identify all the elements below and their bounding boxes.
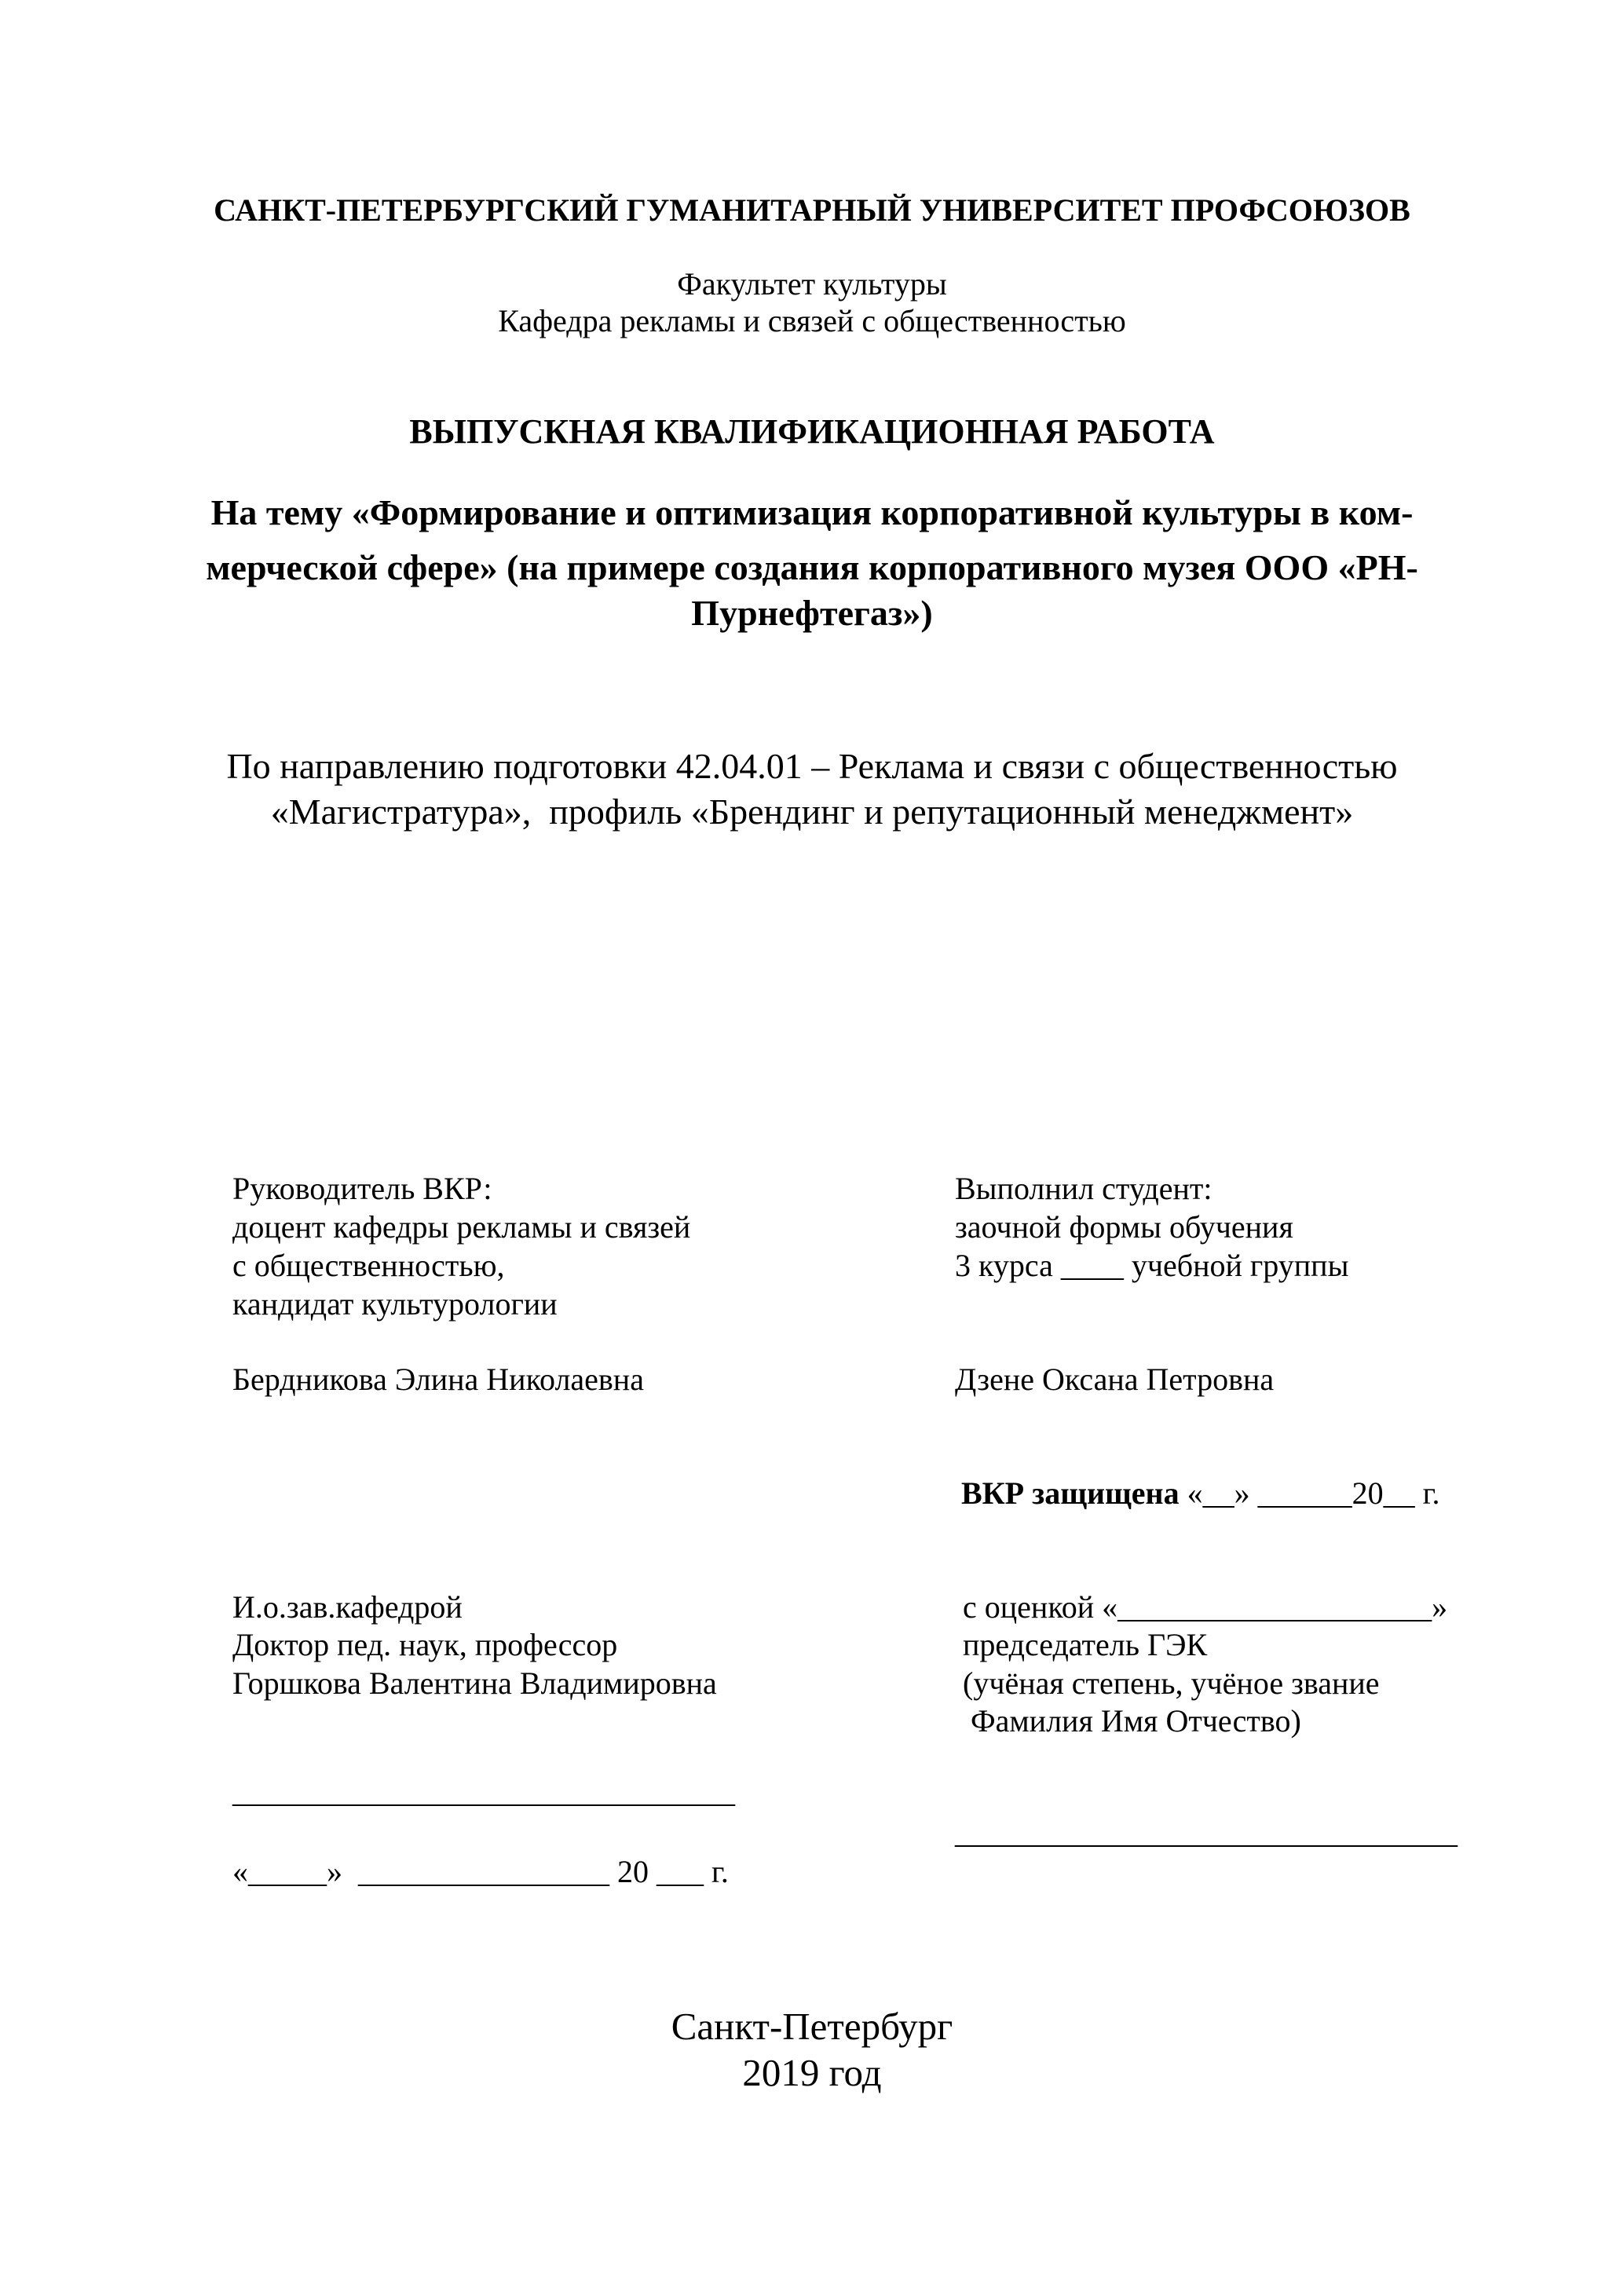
head-of-department-name: Горшкова Валентина Владимировна — [232, 1665, 717, 1701]
student-label: Выполнил студент: — [955, 1171, 1213, 1206]
supervisor-label: Руководитель ВКР: — [232, 1171, 492, 1206]
head-of-department-title: И.о.зав.кафедрой — [232, 1589, 463, 1625]
grade-line: с оценкой «____________________» — [963, 1589, 1448, 1625]
defense-label: ВКР защищена — [961, 1475, 1180, 1511]
head-date-line: «_____» ________________ 20 ___ г. — [232, 1854, 729, 1889]
head-signature-line: ________________________________ — [232, 1774, 735, 1809]
work-topic-line-1: На тему «Формирование и оптимизация корпоративной культуры в ком- — [210, 492, 1414, 532]
city: Санкт-Петербург — [671, 2005, 953, 2048]
direction-line-2: «Магистратура», профиль «Брендинг и репутационный менеджмент» — [270, 792, 1354, 832]
university-name: САНКТ-ПЕТЕРБУРГСКИЙ ГУМАНИТАРНЫЙ УНИВЕРСИТЕТ ПРОФСОЮЗОВ — [214, 192, 1410, 228]
supervisor-position-line: доцент кафедры рекламы и связей — [232, 1209, 691, 1245]
supervisor-position-line: кандидат культурологии — [232, 1286, 558, 1322]
commission-chair-label: председатель ГЭК — [963, 1627, 1208, 1662]
faculty-name: Факультет культуры — [677, 266, 947, 302]
work-topic-line-3: Пурнефтегаз») — [691, 593, 933, 633]
student-course-group: 3 курса ____ учебной группы — [955, 1248, 1349, 1283]
student-name: Дзене Оксана Петровна — [955, 1362, 1275, 1397]
supervisor-name: Бердникова Элина Николаевна — [232, 1362, 644, 1397]
direction-line-1: По направлению подготовки 42.04.01 – Реклама и связи с общественностью — [226, 746, 1398, 786]
commission-degree-hint: (учёная степень, учёное звание — [963, 1665, 1380, 1701]
work-type-title: ВЫПУСКНАЯ КВАЛИФИКАЦИОННАЯ РАБОТА — [409, 412, 1215, 451]
commission-signature-line: ________________________________ — [955, 1815, 1458, 1850]
commission-name-hint: Фамилия Имя Отчество) — [963, 1703, 1301, 1738]
defense-line — [961, 1475, 1440, 1511]
year: 2019 год — [742, 2051, 882, 2094]
head-of-department-degree: Доктор пед. наук, профессор — [232, 1627, 618, 1662]
defense-date-blank: «__» ______20__ г. — [1179, 1475, 1440, 1511]
student-study-form: заочной формы обучения — [955, 1209, 1293, 1245]
supervisor-position-line: с общественностью, — [232, 1248, 505, 1283]
department-name: Кафедра рекламы и связей с общественностью — [498, 303, 1126, 338]
work-topic-line-2: мерческой сфере» (на примере создания корпоративного музея ООО «РН- — [206, 547, 1418, 587]
